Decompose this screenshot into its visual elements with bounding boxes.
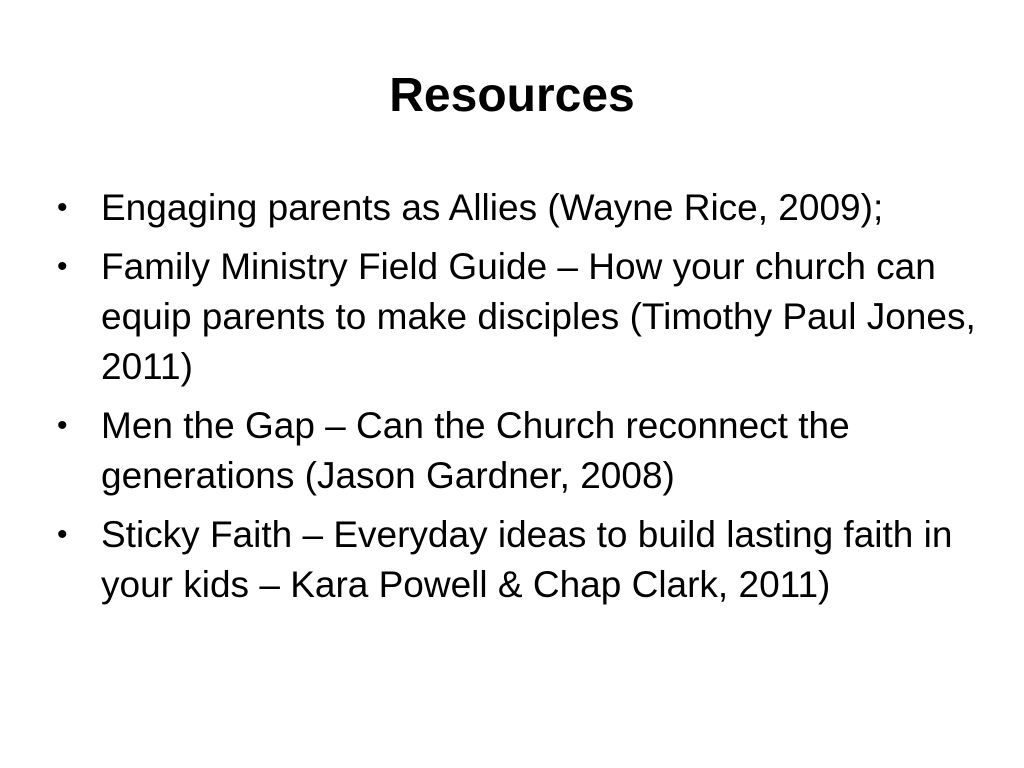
list-item-text: Family Ministry Field Guide – How your church can equip parents to make disciples (Timothy Paul Jones, 2011) [101,246,976,387]
list-item [55,183,995,233]
list-item-text: Engaging parents as Allies (Wayne Rice, 2009); [101,187,884,228]
list-item [55,242,995,392]
list-item-text: Sticky Faith – Everyday ideas to build lasting faith in your kids – Kara Powell & Chap Clark, 2011) [101,514,953,605]
bullet-icon: • [57,191,68,224]
bullet-icon: • [57,250,68,283]
list-item-text: Men the Gap – Can the Church reconnect the generations (Jason Gardner, 2008) [101,405,850,496]
bullet-icon: • [57,409,68,442]
list-item [55,510,995,610]
resource-list [55,183,995,619]
bullet-icon: • [57,518,68,551]
list-item [55,401,995,501]
slide-title: Resources [389,69,635,122]
